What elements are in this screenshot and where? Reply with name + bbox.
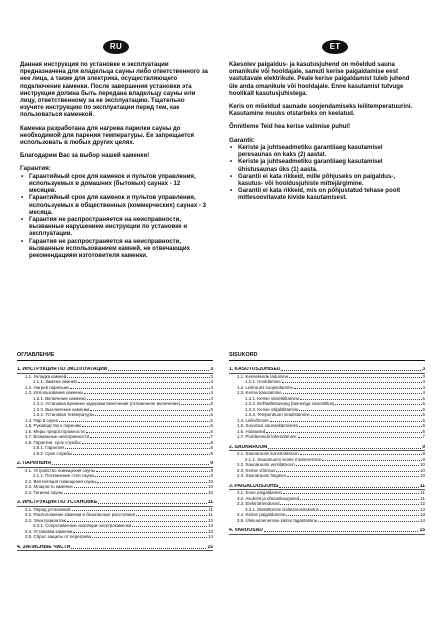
- toc-entry-title: 1.1. Укладка камней: [25, 373, 67, 379]
- ru-toc-title: ОГЛАВЛЕНИЕ: [17, 352, 213, 361]
- toc-entry-title: 2.3. Мощность каменки: [25, 484, 73, 489]
- toc-entry-page: 11: [420, 495, 425, 501]
- toc-entry-title: 1.7. Возможные неисправности: [25, 434, 90, 439]
- toc-entry-title: 3.1. Enne paigaldamist: [237, 490, 282, 495]
- toc-entry-title: 2.1.1. Потемнение стен сауны: [33, 473, 95, 478]
- toc-leader-dots: [300, 499, 419, 500]
- toc-leader-dots: [318, 521, 419, 522]
- toc-entry-page: 11: [419, 483, 425, 489]
- toc-leader-dots: [296, 465, 419, 466]
- toc-leader-dots: [282, 382, 422, 383]
- toc-entry: [17, 534, 213, 540]
- toc-leader-dots: [276, 471, 419, 472]
- toc-entry-title: 1.2. Нагрев парильни: [25, 384, 69, 390]
- toc-entry-page: 4: [422, 390, 425, 395]
- toc-leader-dots: [97, 482, 207, 483]
- toc-leader-dots: [82, 426, 209, 427]
- toc-entry-page: 9: [422, 456, 425, 462]
- toc-entry-page: 5: [422, 417, 425, 423]
- toc-leader-dots: [98, 503, 206, 504]
- toc-entry-title: 3.3.1. Сопротивление изоляции электрокаменки: [33, 523, 132, 528]
- et-guarantee-heading: Garantii:: [229, 136, 255, 144]
- toc-entry-title: 3.4. Kerise paigaldamine: [237, 512, 286, 517]
- toc-leader-dots: [92, 537, 207, 538]
- toc-entry: [17, 490, 213, 496]
- toc-entry-page: 11: [208, 506, 213, 512]
- toc-entry-page: 10: [420, 473, 425, 478]
- toc-entry-title: 1.1.1. Замена камней: [33, 379, 77, 384]
- toc-entry: [229, 528, 425, 535]
- toc-entry-title: 2. ПАРИЛЬНЯ: [17, 461, 51, 466]
- toc-leader-dots: [72, 510, 208, 511]
- toc-entry-page: 12: [420, 501, 425, 506]
- et-intro-column: [229, 61, 417, 202]
- toc-entry-page: 13: [420, 512, 425, 517]
- toc-entry-title: 3.4. Установка каменки: [25, 528, 73, 534]
- et-intro-paragraph-1: Käesolev paigaldus- ja kasutusjuhend on mõeldud sauna omanikule või hooldajale, samuti kerise paigaldamise eest vastutavale elektrikule. Peale kerise paigaldamist tuleb juhend üle anda omanikule või hooldajale. Enne kasutamist tutvuge hoolikalt kasutusjuhistega.: [229, 61, 410, 97]
- toc-entry-page: 12: [208, 517, 213, 523]
- toc-entry-title: 1.3.4. Temperatuuri seadistamine: [245, 412, 310, 417]
- toc-entry-title: 2.1. Устройство помещения сауны: [25, 467, 95, 473]
- toc-entry-page: 10: [208, 489, 213, 495]
- toc-leader-dots: [294, 388, 422, 389]
- toc-entry-page: 15: [207, 544, 213, 550]
- toc-entry-title: 3.3. Elektriühendused: [237, 501, 280, 506]
- toc-leader-dots: [300, 399, 421, 400]
- toc-entry-title: 3.1. Перед установкой: [25, 506, 71, 512]
- toc-entry-page: 3: [422, 367, 425, 372]
- toc-entry-title: 2.4. Saunaruumi hügieen: [237, 473, 287, 478]
- toc-entry: [229, 473, 425, 479]
- toc-leader-dots: [289, 377, 421, 378]
- toc-leader-dots: [65, 448, 210, 449]
- toc-entry-title: 1.1.1. Hooldamine: [245, 379, 281, 384]
- toc-entry-page: 14: [208, 534, 213, 539]
- toc-leader-dots: [270, 421, 422, 422]
- toc-leader-dots: [87, 399, 210, 400]
- toc-entry-title: 1.5. Руководство к парению: [25, 423, 82, 428]
- toc-leader-dots: [73, 532, 207, 533]
- et-table-of-contents: [229, 352, 425, 535]
- toc-leader-dots: [266, 432, 421, 433]
- ru-guarantee-heading: Гарантия:: [20, 165, 51, 173]
- toc-leader-dots: [287, 476, 419, 477]
- toc-entry-page: 5: [422, 401, 425, 406]
- toc-entry-page: 8: [210, 450, 213, 456]
- et-guarantee-item: • Garantii ei kata rikkeid, mille põhjuseks on paigaldus-, kasutus- või hooldusjuhiste mittejärgimine.: [229, 173, 417, 187]
- toc-entry-title: 1.4. Пар в сауне: [25, 417, 59, 423]
- toc-leader-dots: [299, 410, 421, 411]
- toc-leader-dots: [335, 404, 421, 405]
- toc-entry-page: 9: [210, 467, 213, 473]
- toc-entry-title: 1.8.2. Срок службы: [33, 450, 73, 456]
- toc-leader-dots: [299, 426, 422, 427]
- toc-entry-page: 5: [210, 406, 213, 412]
- toc-entry: [229, 518, 425, 524]
- toc-leader-dots: [67, 377, 209, 378]
- toc-entry-page: 4: [210, 379, 213, 384]
- toc-leader-dots: [90, 410, 210, 411]
- toc-entry-page: 8: [210, 445, 213, 450]
- toc-entry-title: 3.5. Ülekuumenemise kaitse tagastamine: [237, 517, 318, 523]
- toc-leader-dots: [64, 493, 207, 494]
- toc-leader-dots: [300, 454, 422, 455]
- toc-leader-dots: [108, 370, 209, 371]
- toc-entry-title: 2.1. Saunaruumi konstruktsioon: [237, 451, 299, 456]
- toc-leader-dots: [181, 404, 209, 405]
- toc-entry-title: 1.5. Soovitusi saunaskäimiseks: [237, 423, 299, 428]
- toc-leader-dots: [90, 437, 209, 438]
- toc-leader-dots: [96, 471, 210, 472]
- toc-entry-title: 4. ЗАПАСНЫЕ ЧАСТИ: [17, 544, 71, 550]
- toc-entry-title: 3. PAIGALDUSJUHIS: [229, 483, 279, 489]
- toc-leader-dots: [74, 487, 208, 488]
- et-intro-paragraph-3: Õnnitleme Teid hea kerise valimise puhul!: [229, 123, 351, 131]
- toc-entry-page: 6: [422, 423, 425, 428]
- toc-entry-page: 13: [208, 523, 213, 528]
- toc-entry-title: 1.3. Использование каменки: [25, 390, 83, 395]
- toc-entry-page: 10: [420, 462, 425, 467]
- toc-entry-title: 2.2. Вентиляция помещения сауны: [25, 478, 97, 484]
- et-guarantee-item: • Garantii ei kata rikkeid, mis on põhjustatud tehase poolt mittesoovitavate kivide kasutamisest.: [229, 187, 417, 201]
- ru-intro-column: [20, 61, 208, 259]
- toc-entry-title: 1.7. Probleemide lahendamine: [237, 434, 297, 439]
- toc-entry-page: 11: [420, 490, 425, 495]
- toc-entry-page: 5: [422, 412, 425, 417]
- toc-entry-page: 6: [422, 428, 425, 434]
- toc-entry-page: 10: [208, 484, 213, 489]
- toc-entry-title: 3.3. Электромонтаж: [25, 517, 66, 523]
- toc-leader-dots: [71, 548, 206, 549]
- et-toc-list: [229, 367, 425, 535]
- toc-entry: [229, 434, 425, 440]
- toc-entry-title: 1.4. Leilivõtmine: [237, 417, 269, 423]
- ru-guarantee-item: • Гарантия не распространяется на неисправности, вызванные нарушением инструкции по установке и эксплуатации.: [20, 216, 208, 238]
- toc-entry-title: 1.8. Гарантия, срок службы: [25, 439, 81, 445]
- toc-entry-page: 11: [207, 500, 213, 505]
- toc-entry-page: 7: [210, 434, 213, 439]
- et-guarantee-item: • Keriste ja juhtseadmetiku garantiiaeg kasutamisel peresaunas on kaks (2) aastat.: [229, 144, 417, 158]
- toc-leader-dots: [280, 504, 419, 505]
- toc-entry-page: 13: [208, 528, 213, 534]
- toc-entry-page: 9: [210, 461, 213, 466]
- toc-entry: [17, 451, 213, 457]
- et-language-badge: ET: [322, 40, 348, 54]
- toc-entry-page: 4: [210, 384, 213, 390]
- toc-entry-page: 5: [210, 417, 213, 423]
- toc-leader-dots: [95, 476, 209, 477]
- et-guarantee-item: • Keriste ja juhtseadmetiku garantiiaeg kasutamisel ühistusaunas üks (1) aasta.: [229, 158, 417, 172]
- toc-entry-page: 6: [210, 428, 213, 434]
- ru-guarantee-item: • Гарантия не распространяется на неисправности, вызванные использованием камней, не отвечающих рекомендациям изготовителя каменки.: [20, 238, 208, 260]
- toc-entry-page: 5: [422, 395, 425, 401]
- toc-entry-title: 1.3.3. Kerise väljalülitamine: [245, 406, 299, 412]
- toc-entry-title: 1.3.3. Выключение каменки: [33, 406, 90, 412]
- toc-leader-dots: [59, 421, 210, 422]
- toc-entry-page: 3: [422, 373, 425, 379]
- toc-entry-title: 4. VARUOSAD: [229, 528, 263, 533]
- toc-entry-title: 1. ИНСТРУКЦИЯ ПО ЭКСПЛУАТАЦИИ: [17, 367, 108, 372]
- toc-leader-dots: [283, 493, 420, 494]
- toc-entry-title: 1.6. Меры предосторожности: [25, 428, 85, 434]
- toc-entry-title: 1.2. Leiliruumi soojendamine: [237, 384, 293, 390]
- toc-entry-title: 1. KASUTUSJUHISED: [229, 367, 281, 372]
- toc-leader-dots: [82, 443, 210, 444]
- toc-entry-title: 1.8.1. Гарантия: [33, 445, 64, 450]
- toc-entry-page: 9: [422, 451, 425, 456]
- toc-entry-page: 5: [210, 412, 213, 417]
- toc-leader-dots: [311, 415, 422, 416]
- toc-leader-dots: [286, 515, 419, 516]
- toc-entry-title: 1.3.2. Eelhäälestusaeg (taimeriga sisselülitus): [245, 401, 335, 406]
- toc-entry-title: 2. SAUNARUUM: [229, 444, 268, 450]
- toc-leader-dots: [320, 510, 419, 511]
- toc-leader-dots: [322, 460, 421, 461]
- toc-entry-page: 7: [422, 434, 425, 439]
- toc-entry-page: 9: [422, 444, 425, 450]
- ru-language-badge: RU: [103, 40, 129, 54]
- toc-leader-dots: [279, 487, 418, 488]
- toc-entry-page: 4: [210, 390, 213, 395]
- toc-entry: [17, 545, 213, 552]
- ru-guarantee-list: [20, 173, 208, 259]
- ru-toc-list: [17, 367, 213, 551]
- toc-entry-title: 1.3.2. Установка времени задержки включения (отложенное включение): [33, 401, 181, 406]
- toc-leader-dots: [298, 437, 422, 438]
- toc-entry-title: 2.4. Гигиена сауны: [25, 489, 64, 495]
- toc-entry-page: 11: [208, 512, 213, 517]
- toc-entry-title: 3.2. Asukoht ja ohutuskaugused: [237, 495, 300, 501]
- ru-table-of-contents: [17, 352, 213, 551]
- toc-leader-dots: [132, 526, 207, 527]
- toc-leader-dots: [268, 448, 421, 449]
- toc-entry-page: 9: [210, 473, 213, 478]
- toc-entry-title: 3.2. Расположение каменки и безопасные расстояния: [25, 512, 136, 517]
- toc-leader-dots: [86, 432, 210, 433]
- toc-entry-page: 10: [208, 478, 213, 484]
- toc-entry-page: 13: [420, 506, 425, 512]
- toc-entry-title: 2.3. Kerise võimsus: [237, 467, 276, 473]
- toc-entry-page: 6: [210, 423, 213, 428]
- toc-entry-page: 4: [422, 379, 425, 384]
- toc-leader-dots: [264, 531, 419, 532]
- toc-entry-page: 10: [420, 467, 425, 473]
- toc-entry-page: 15: [419, 528, 425, 533]
- toc-leader-dots: [73, 454, 209, 455]
- toc-leader-dots: [70, 388, 210, 389]
- ru-guarantee-item: • Гарантийный срок для каменок и пультов управления, используемых в домашних (бытовых) саунах - 12 месяцев.: [20, 173, 208, 195]
- toc-entry-page: 5: [210, 401, 213, 406]
- toc-leader-dots: [283, 393, 422, 394]
- et-guarantee-list: [229, 144, 417, 202]
- et-intro-paragraph-2: Keris on mõeldud saunade soojendamiseks leilitemperatuurini. Kasutamine muuks otstarbeks on keelatud.: [229, 103, 413, 118]
- toc-entry-page: 4: [422, 384, 425, 390]
- toc-entry-page: 14: [420, 517, 425, 523]
- toc-leader-dots: [281, 370, 421, 371]
- toc-leader-dots: [84, 393, 210, 394]
- toc-entry-title: 1.3.1. Kerise sisselülitamine: [245, 395, 300, 401]
- toc-entry-title: 1.3. Kerise kasutamine: [237, 390, 282, 395]
- ru-intro-paragraph-3: Благодарим Вас за выбор нашей каменки!: [20, 152, 150, 160]
- toc-entry-title: 1.3.1. Включение каменки: [33, 395, 86, 401]
- et-toc-title: SISUKORD: [229, 352, 425, 361]
- toc-entry-title: 1.1. Kerisekivide ladumine: [237, 373, 289, 379]
- toc-entry-title: 2.1.1. Saunaruumi seinte mustenemine: [245, 456, 322, 462]
- toc-entry-title: 1.3.4. Установка температуры: [33, 412, 95, 417]
- toc-entry-page: 3: [210, 367, 213, 372]
- toc-leader-dots: [52, 464, 209, 465]
- toc-entry-page: 4: [210, 395, 213, 401]
- toc-leader-dots: [67, 521, 207, 522]
- ru-intro-paragraph-2: Каменка разработана для нагрева парилки сауны до необходимой для парения температуры. Ее запрещается использовать в любых других целях.: [20, 124, 195, 147]
- ru-intro-paragraph-1: Данная инструкция по установке и эксплуатации предназначена для владельца сауны либо ответственного за нее лица, а также для электрика, осуществляющего подключение каменки. После завершения установки эта инструкция должна быть передана владельцу сауны или лицу, ответственному за ее эксплуатацию. Тщательно изучите инструкцию по эксплуатации перед тем, как пользоваться каменкой.: [20, 61, 208, 119]
- toc-leader-dots: [78, 382, 210, 383]
- toc-leader-dots: [136, 515, 207, 516]
- toc-entry-page: 8: [210, 439, 213, 445]
- toc-entry-page: 3: [210, 373, 213, 379]
- toc-entry-page: 5: [422, 406, 425, 412]
- toc-leader-dots: [95, 415, 210, 416]
- toc-entry-title: 3.5. Сброс защиты от перегрева: [25, 534, 91, 539]
- toc-entry-title: 3. ИНСТРУКЦИЯ ПО УСТАНОВКЕ: [17, 500, 98, 505]
- toc-entry-title: 3.3.1. Elektrikerise isolatsioonitakistus: [245, 506, 319, 512]
- toc-entry-title: 1.6. Hoiatused: [237, 428, 266, 434]
- ru-guarantee-item: • Гарантийный срок для каменок и пультов управления, используемых в общественных (коммерческих) саунах - 3 месяца.: [20, 194, 208, 216]
- toc-entry-title: 2.2. Saunaruumi ventilatsioon: [237, 462, 295, 467]
